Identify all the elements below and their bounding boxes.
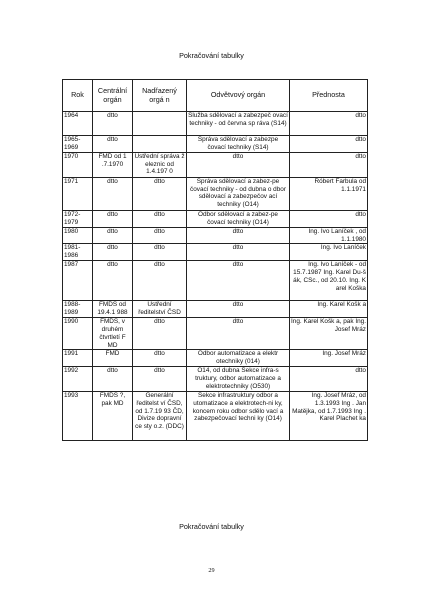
cell-centralni-organ: dtto [93,367,133,392]
table-header-row [63,80,368,112]
cell-centralni-organ: dtto [93,136,133,153]
cell-prednosta: Róbert Farbula od 1.1.1971 [290,178,368,211]
cell-nadrazeny-organ: dtto [133,367,187,392]
cell-nadrazeny-organ: Generální ředitelst ví ČSD, od 1.7.19 93 ČD, Divize dopravní ce sty o.z. (DDC) [133,392,187,441]
cell-centralni-organ: dtto [93,112,133,136]
table-row [63,350,368,367]
table-caption-bottom: Pokračování tabulky [179,522,244,531]
table-row [63,367,368,392]
cell-odvetvovy-organ: O14, od dubna Sekce infra-s truktury, odbor automatizace a elektrotechniky (O530) [187,367,290,392]
table-row [63,244,368,261]
cell-prednosta: dtto [290,367,368,392]
cell-centralni-organ: dtto [93,211,133,228]
table-row [63,211,368,228]
cell-nadrazeny-organ: dtto [133,318,187,350]
table-row [63,178,368,211]
header-prednosta: Přednosta [290,80,368,112]
table-row [63,228,368,244]
cell-prednosta: Ing. Ivo Laníček - od 15.7.1987 Ing. Karel Du-š ák, CSc., od 20.10. Ing. K arel Koška [290,261,368,301]
header-rok: Rok [63,80,93,112]
cell-odvetvovy-organ: Služba sdělovací a zabezpeč ovací techniky - od června sp ráva (S14) [187,112,290,136]
cell-nadrazeny-organ: dtto [133,228,187,244]
table-row [63,318,368,350]
history-table [62,79,368,441]
cell-rok: 1971 [63,178,93,211]
cell-nadrazeny-organ [133,136,187,153]
header-nadrazeny-organ: Nadřazený orgá n [133,80,187,112]
cell-rok: 1992 [63,367,93,392]
cell-prednosta: Ing. Josef Mráz, od 1.3.1993 Ing . Jan Matějka, od 1.7.1993 Ing . Karel Plachet ka [290,392,368,441]
cell-odvetvovy-organ: Sekce infrastruktury odbor a utomatizace a elektrotech-ni ky, koncem roku odbor sdělo vací a zabezpečovací techni ky (O14) [187,392,290,441]
table-row [63,392,368,441]
cell-rok: 1964 [63,112,93,136]
cell-odvetvovy-organ: dtto [187,318,290,350]
cell-odvetvovy-organ: dtto [187,301,290,318]
cell-rok: 1993 [63,392,93,441]
header-odvetvovy-organ: Odvětvový orgán [187,80,290,112]
table-row [63,153,368,178]
cell-prednosta: dtto [290,136,368,153]
cell-centralni-organ: FMDS, v druhém čtvrtletí F MD [93,318,133,350]
cell-odvetvovy-organ: Odbor automatizace a elektr otechniky (014) [187,350,290,367]
cell-odvetvovy-organ: dtto [187,228,290,244]
cell-rok: 1980 [63,228,93,244]
cell-rok: 1988-1989 [63,301,93,318]
page-number: 29 [208,567,215,574]
cell-centralni-organ: FMD [93,350,133,367]
cell-nadrazeny-organ [133,112,187,136]
cell-centralni-organ: FMDS od 19.4.1 988 [93,301,133,318]
cell-rok: 1990 [63,318,93,350]
cell-centralni-organ: dtto [93,178,133,211]
cell-prednosta: Ing. Josef Mráz [290,350,368,367]
cell-rok: 1970 [63,153,93,178]
cell-prednosta: Ing. Ivo Laníček [290,244,368,261]
cell-nadrazeny-organ: Ústřední správa ž eleznic od 1.4.197 0 [133,153,187,178]
cell-prednosta: dtto [290,112,368,136]
table-row [63,112,368,136]
cell-nadrazeny-organ: dtto [133,244,187,261]
table-row [63,136,368,153]
cell-rok: 1972-1979 [63,211,93,228]
cell-centralni-organ: dtto [93,228,133,244]
cell-nadrazeny-organ: dtto [133,178,187,211]
cell-odvetvovy-organ: dtto [187,261,290,301]
cell-centralni-organ: dtto [93,261,133,301]
cell-rok: 1981-1986 [63,244,93,261]
cell-prednosta: dtto [290,211,368,228]
cell-rok: 1987 [63,261,93,301]
cell-nadrazeny-organ: Ústřední ředitelství ČSD [133,301,187,318]
cell-prednosta: dtto [290,153,368,178]
cell-centralni-organ: FMDS ?, pak MD [93,392,133,441]
header-centralni-organ: Centrální orgán [93,80,133,112]
cell-prednosta: Ing. Karel Košk a, pak Ing. Josef Mráz [290,318,368,350]
table-row [63,261,368,301]
cell-odvetvovy-organ: Správa sdělovací a zabez-pe čovací techniky - od dubna o dbor sdělovací a zabezpečov ací techniky (O14) [187,178,290,211]
cell-rok: 1965-1969 [63,136,93,153]
table-row [63,301,368,318]
cell-nadrazeny-organ: dtto [133,350,187,367]
cell-prednosta: Ing. Ivo Laníček , od 1.1.1980 [290,228,368,244]
cell-centralni-organ: FMD od 1 .7.1970 [93,153,133,178]
cell-nadrazeny-organ: dtto [133,211,187,228]
cell-odvetvovy-organ: dtto [187,153,290,178]
cell-nadrazeny-organ: dtto [133,261,187,301]
cell-odvetvovy-organ: Odbor sdělovací a zabez-pe čovací techniky (O14) [187,211,290,228]
cell-odvetvovy-organ: dtto [187,244,290,261]
cell-odvetvovy-organ: Správa sdělovací a zabezpe čovací techniky (S14) [187,136,290,153]
cell-centralni-organ: dtto [93,244,133,261]
cell-rok: 1991 [63,350,93,367]
table-caption-top: Pokračování tabulky [179,51,244,60]
cell-prednosta: Ing. Karel Košk a [290,301,368,318]
